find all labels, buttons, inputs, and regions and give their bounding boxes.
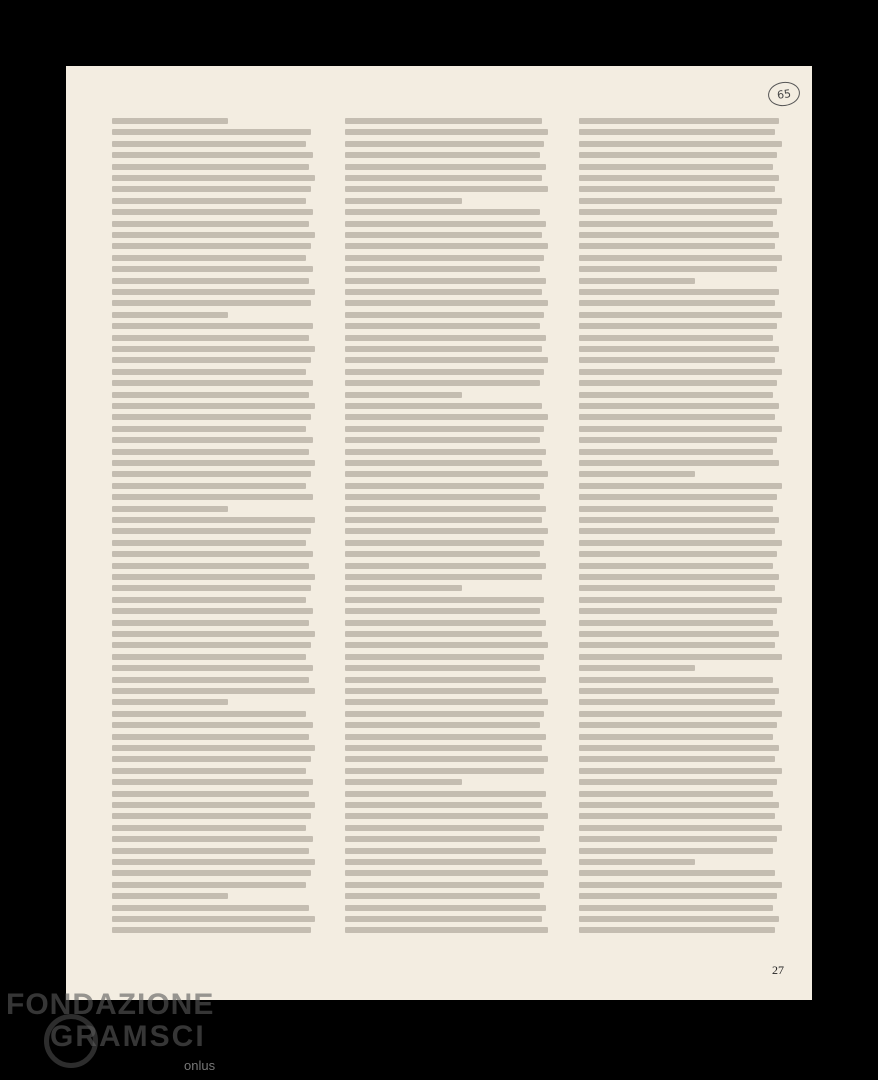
text-line-placeholder: [112, 403, 315, 409]
text-line-placeholder: [345, 437, 539, 443]
page-number: 27: [772, 963, 784, 977]
text-line-placeholder: [112, 209, 313, 215]
text-line-placeholder: [345, 791, 546, 797]
binding-hole: [60, 242, 64, 258]
text-line-placeholder: [579, 779, 778, 785]
text-line-placeholder: [345, 859, 542, 865]
text-line-placeholder: [579, 164, 773, 170]
text-line-placeholder: [345, 266, 539, 272]
watermark-line1: FONDAZIONE: [6, 988, 215, 1021]
text-line-placeholder: [345, 335, 546, 341]
text-line-placeholder: [112, 893, 228, 899]
text-line-placeholder: [345, 779, 461, 785]
text-line-placeholder: [112, 711, 306, 717]
text-line-placeholder: [345, 243, 548, 249]
text-line-placeholder: [345, 802, 542, 808]
text-line-placeholder: [345, 574, 542, 580]
text-line-placeholder: [345, 414, 548, 420]
text-line-placeholder: [345, 175, 542, 181]
text-line-placeholder: [579, 312, 782, 318]
text-line-placeholder: [112, 335, 309, 341]
text-line-placeholder: [112, 471, 311, 477]
text-line-placeholder: [579, 836, 778, 842]
text-line-placeholder: [579, 745, 780, 751]
text-line-placeholder: [579, 848, 773, 854]
column-left: [112, 118, 323, 938]
text-line-placeholder: [579, 346, 780, 352]
text-line-placeholder: [345, 642, 548, 648]
text-line-placeholder: [345, 278, 546, 284]
text-line-placeholder: [579, 813, 776, 819]
text-line-placeholder: [112, 745, 315, 751]
watermark-line3: onlus: [184, 1058, 216, 1073]
text-line-placeholder: [345, 722, 539, 728]
text-line-placeholder: [112, 722, 313, 728]
text-line-placeholder: [579, 597, 782, 603]
text-line-placeholder: [112, 608, 313, 614]
text-line-placeholder: [345, 654, 544, 660]
text-line-placeholder: [112, 289, 315, 295]
text-line-placeholder: [345, 483, 544, 489]
text-line-placeholder: [579, 392, 773, 398]
text-line-placeholder: [112, 357, 311, 363]
text-line-placeholder: [112, 278, 309, 284]
text-line-placeholder: [112, 563, 309, 569]
text-line-placeholder: [579, 403, 780, 409]
text-line-placeholder: [112, 129, 311, 135]
text-line-placeholder: [112, 426, 306, 432]
text-line-placeholder: [579, 711, 782, 717]
text-line-placeholder: [345, 141, 544, 147]
text-line-placeholder: [579, 414, 776, 420]
text-line-placeholder: [112, 574, 315, 580]
text-line-placeholder: [112, 836, 313, 842]
text-line-placeholder: [579, 927, 776, 933]
text-line-placeholder: [579, 278, 695, 284]
text-line-placeholder: [112, 905, 309, 911]
text-line-placeholder: [345, 152, 539, 158]
text-line-placeholder: [579, 665, 695, 671]
text-line-placeholder: [579, 506, 773, 512]
text-line-placeholder: [345, 597, 544, 603]
text-line-placeholder: [112, 506, 228, 512]
text-line-placeholder: [345, 677, 546, 683]
text-line-placeholder: [579, 426, 782, 432]
text-line-placeholder: [345, 608, 539, 614]
text-line-placeholder: [579, 255, 782, 261]
text-line-placeholder: [112, 882, 306, 888]
text-line-placeholder: [112, 528, 311, 534]
text-line-placeholder: [579, 300, 776, 306]
text-line-placeholder: [112, 734, 309, 740]
text-line-placeholder: [579, 118, 780, 124]
text-line-placeholder: [345, 198, 461, 204]
text-line-placeholder: [345, 699, 548, 705]
text-line-placeholder: [579, 528, 776, 534]
text-line-placeholder: [345, 323, 539, 329]
text-line-placeholder: [112, 597, 306, 603]
text-line-placeholder: [579, 631, 780, 637]
text-line-placeholder: [345, 369, 544, 375]
text-line-placeholder: [579, 905, 773, 911]
text-line-placeholder: [345, 768, 544, 774]
text-line-placeholder: [345, 186, 548, 192]
text-line-placeholder: [579, 357, 776, 363]
text-line-placeholder: [579, 471, 695, 477]
text-line-placeholder: [345, 289, 542, 295]
text-line-placeholder: [579, 517, 780, 523]
text-line-placeholder: [345, 346, 542, 352]
text-line-placeholder: [112, 494, 313, 500]
text-line-placeholder: [112, 802, 315, 808]
text-line-placeholder: [345, 517, 542, 523]
text-line-placeholder: [112, 175, 315, 181]
text-line-placeholder: [112, 859, 315, 865]
text-line-placeholder: [579, 335, 773, 341]
text-line-placeholder: [579, 437, 778, 443]
text-line-placeholder: [345, 300, 548, 306]
text-line-placeholder: [579, 483, 782, 489]
text-line-placeholder: [345, 164, 546, 170]
text-line-placeholder: [579, 289, 780, 295]
text-line-placeholder: [112, 118, 228, 124]
text-line-placeholder: [345, 631, 542, 637]
text-line-placeholder: [579, 620, 773, 626]
text-line-placeholder: [112, 460, 315, 466]
text-line-placeholder: [345, 426, 544, 432]
text-line-placeholder: [579, 791, 773, 797]
text-line-placeholder: [112, 699, 228, 705]
text-line-placeholder: [112, 620, 309, 626]
text-line-placeholder: [579, 129, 776, 135]
text-line-placeholder: [345, 540, 544, 546]
text-line-placeholder: [112, 483, 306, 489]
text-line-placeholder: [345, 870, 548, 876]
watermark-logo: [6, 980, 236, 1080]
text-line-placeholder: [112, 312, 228, 318]
text-line-placeholder: [345, 688, 542, 694]
text-line-placeholder: [579, 802, 780, 808]
text-line-placeholder: [579, 540, 782, 546]
text-line-placeholder: [345, 745, 542, 751]
text-line-placeholder: [112, 813, 311, 819]
text-line-placeholder: [345, 620, 546, 626]
text-line-placeholder: [345, 460, 542, 466]
text-line-placeholder: [345, 255, 544, 261]
text-line-placeholder: [112, 665, 313, 671]
text-line-placeholder: [345, 882, 544, 888]
text-line-placeholder: [579, 699, 776, 705]
text-line-placeholder: [345, 471, 548, 477]
text-line-placeholder: [112, 232, 315, 238]
text-line-placeholder: [345, 927, 548, 933]
column-right: [579, 118, 790, 938]
text-line-placeholder: [112, 186, 311, 192]
text-line-placeholder: [579, 563, 773, 569]
text-line-placeholder: [345, 232, 542, 238]
text-line-placeholder: [579, 734, 773, 740]
text-line-placeholder: [579, 186, 776, 192]
text-line-placeholder: [112, 927, 311, 933]
text-line-placeholder: [345, 836, 539, 842]
watermark-line2: GRAMSCI: [50, 1020, 206, 1053]
text-line-placeholder: [579, 825, 782, 831]
text-line-placeholder: [579, 859, 695, 865]
text-line-placeholder: [345, 312, 544, 318]
text-line-placeholder: [579, 494, 778, 500]
text-line-placeholder: [112, 768, 306, 774]
text-line-placeholder: [112, 346, 315, 352]
text-line-placeholder: [345, 665, 539, 671]
text-line-placeholder: [345, 734, 546, 740]
text-line-placeholder: [345, 209, 539, 215]
text-line-placeholder: [579, 722, 778, 728]
text-line-placeholder: [345, 893, 539, 899]
text-line-placeholder: [579, 152, 778, 158]
text-line-placeholder: [345, 506, 546, 512]
text-line-placeholder: [112, 756, 311, 762]
text-line-placeholder: [579, 266, 778, 272]
text-line-placeholder: [579, 768, 782, 774]
text-line-placeholder: [579, 916, 780, 922]
text-line-placeholder: [579, 221, 773, 227]
text-line-placeholder: [579, 642, 776, 648]
text-line-placeholder: [579, 893, 778, 899]
binding-holes: [60, 242, 64, 342]
text-line-placeholder: [112, 414, 311, 420]
text-line-placeholder: [345, 551, 539, 557]
text-line-placeholder: [112, 825, 306, 831]
column-middle: [345, 118, 556, 938]
text-line-placeholder: [112, 540, 306, 546]
text-line-placeholder: [579, 369, 782, 375]
text-line-placeholder: [579, 232, 780, 238]
text-line-placeholder: [112, 243, 311, 249]
text-line-placeholder: [345, 916, 542, 922]
text-line-placeholder: [579, 574, 780, 580]
scanned-page: [66, 66, 812, 1000]
text-line-placeholder: [112, 654, 306, 660]
text-line-placeholder: [112, 449, 309, 455]
text-line-placeholder: [112, 437, 313, 443]
text-line-placeholder: [112, 198, 306, 204]
text-line-placeholder: [579, 608, 778, 614]
text-line-placeholder: [345, 825, 544, 831]
text-line-placeholder: [112, 848, 309, 854]
text-line-placeholder: [112, 300, 311, 306]
text-line-placeholder: [345, 563, 546, 569]
text-line-placeholder: [112, 791, 309, 797]
text-line-placeholder: [112, 631, 315, 637]
text-line-placeholder: [112, 221, 309, 227]
text-line-placeholder: [345, 380, 539, 386]
text-line-placeholder: [579, 870, 776, 876]
text-line-placeholder: [579, 654, 782, 660]
text-line-placeholder: [112, 369, 306, 375]
text-line-placeholder: [345, 528, 548, 534]
text-line-placeholder: [345, 403, 542, 409]
text-line-placeholder: [112, 688, 315, 694]
text-line-placeholder: [345, 392, 461, 398]
text-line-placeholder: [579, 175, 780, 181]
text-line-placeholder: [112, 551, 313, 557]
text-line-placeholder: [112, 380, 313, 386]
text-line-placeholder: [345, 848, 546, 854]
text-line-placeholder: [579, 243, 776, 249]
text-line-placeholder: [112, 677, 309, 683]
text-line-placeholder: [345, 813, 548, 819]
text-line-placeholder: [579, 198, 782, 204]
text-line-placeholder: [579, 380, 778, 386]
text-line-placeholder: [345, 905, 546, 911]
text-line-placeholder: [345, 711, 544, 717]
text-line-placeholder: [112, 517, 315, 523]
text-line-placeholder: [112, 323, 313, 329]
text-line-placeholder: [345, 449, 546, 455]
text-line-placeholder: [112, 141, 306, 147]
text-line-placeholder: [112, 152, 313, 158]
text-line-placeholder: [112, 255, 306, 261]
handwritten-page-annotation: 65: [766, 80, 801, 108]
text-line-placeholder: [579, 323, 778, 329]
binding-hole: [60, 302, 64, 318]
text-line-placeholder: [345, 129, 548, 135]
text-line-placeholder: [345, 357, 548, 363]
text-line-placeholder: [579, 585, 776, 591]
text-line-placeholder: [112, 164, 309, 170]
text-line-placeholder: [112, 392, 309, 398]
text-line-placeholder: [579, 460, 780, 466]
text-line-placeholder: [112, 916, 315, 922]
text-line-placeholder: [112, 779, 313, 785]
text-line-placeholder: [579, 141, 782, 147]
text-line-placeholder: [579, 677, 773, 683]
text-columns: [112, 118, 790, 938]
text-line-placeholder: [579, 756, 776, 762]
text-line-placeholder: [579, 449, 773, 455]
text-line-placeholder: [112, 585, 311, 591]
text-line-placeholder: [112, 642, 311, 648]
text-line-placeholder: [345, 585, 461, 591]
text-line-placeholder: [579, 209, 778, 215]
text-line-placeholder: [579, 882, 782, 888]
text-line-placeholder: [345, 756, 548, 762]
text-line-placeholder: [112, 870, 311, 876]
text-line-placeholder: [579, 551, 778, 557]
text-line-placeholder: [112, 266, 313, 272]
text-line-placeholder: [579, 688, 780, 694]
text-line-placeholder: [345, 494, 539, 500]
text-line-placeholder: [345, 118, 542, 124]
text-line-placeholder: [345, 221, 546, 227]
